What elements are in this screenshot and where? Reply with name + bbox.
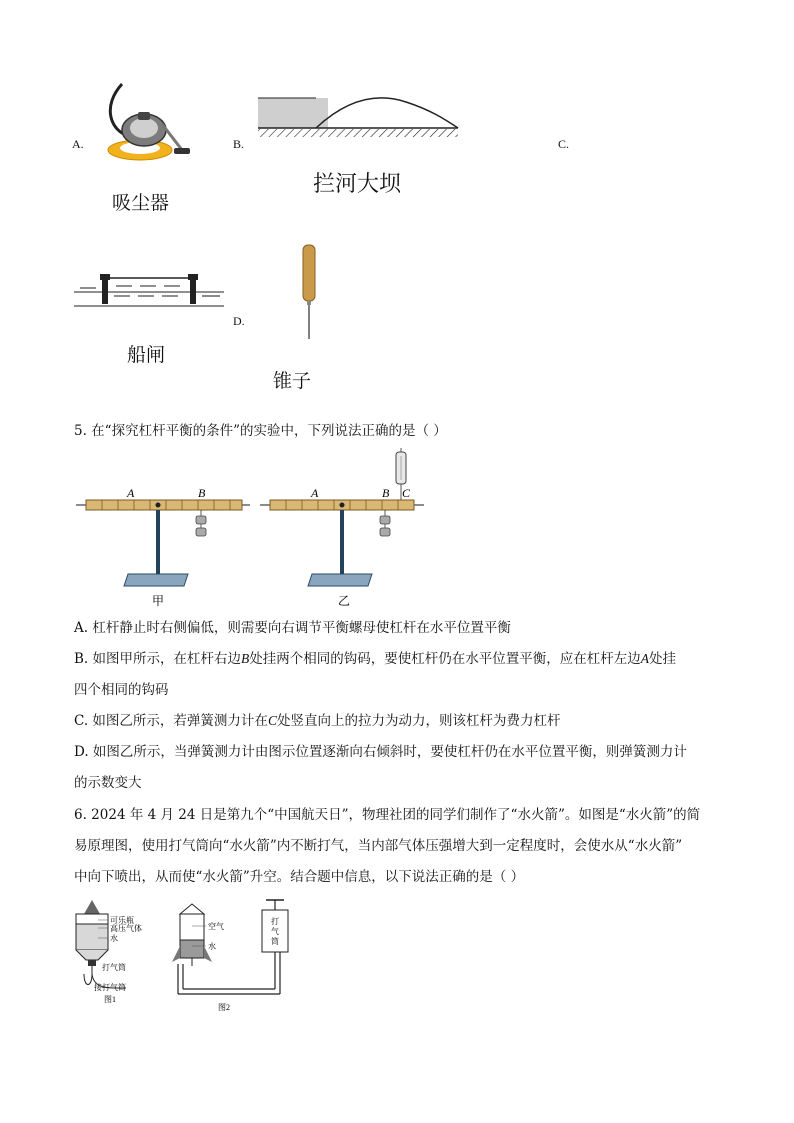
option-b-caption: 拦河大坝 bbox=[313, 172, 402, 197]
option-d-caption: 锥子 bbox=[273, 370, 312, 392]
point-b-label-yi: B bbox=[382, 486, 390, 500]
lever-figure-jia bbox=[76, 500, 250, 586]
fig2-pump-char-2: 气 bbox=[271, 927, 279, 936]
fig2-caption: 图2 bbox=[218, 1003, 230, 1012]
option-c-caption: 船闸 bbox=[127, 344, 166, 366]
q6-stem-line2: 易原理图，使用打气筒向“水火箭”内不断打气，当内部气体压强增大到一定程度时，会使水从“水火箭” bbox=[74, 838, 683, 854]
q6-stem-line3: 中向下喷出，从而使“水火箭”升空。结合题中信息，以下说法正确的是（ ） bbox=[74, 869, 525, 885]
q5-option-b-line1: B. 如图甲所示，在杠杆右边B处挂两个相同的钩码，要使杠杆仍在水平位置平衡，应在杠杆左边A处挂 bbox=[74, 651, 677, 667]
fig1-caption: 图1 bbox=[104, 995, 116, 1004]
fig2-label-water: 水 bbox=[208, 942, 216, 951]
lever-figure-yi bbox=[260, 448, 424, 586]
water-rocket-figure-1 bbox=[70, 896, 150, 1016]
q6-stem-line1: 6. 2024 年 4 月 24 日是第九个“中国航天日”，物理社团的同学们制作了“水火箭”。如图是“水火箭”的简 bbox=[74, 807, 701, 823]
q5-option-d-line2: 的示数变大 bbox=[74, 775, 142, 791]
fig1-label-pump: 打气筒 bbox=[102, 963, 126, 972]
fig2-label-air: 空气 bbox=[208, 922, 224, 931]
q5-option-c: C. 如图乙所示，若弹簧测力计在C处竖直向上的拉力为动力，则该杠杆为费力杠杆 bbox=[74, 713, 561, 729]
point-a-label-jia: A bbox=[127, 486, 135, 500]
option-b-label: B. bbox=[233, 137, 245, 151]
lever-experiment-figure bbox=[72, 448, 432, 614]
q5-option-b-line2: 四个相同的钩码 bbox=[74, 682, 169, 698]
option-c-label: C. bbox=[558, 137, 570, 151]
q5-stem: 5. 在“探究杠杆平衡的条件”的实验中，下列说法正确的是（ ） bbox=[74, 423, 447, 439]
awl-image bbox=[298, 243, 320, 341]
option-a-label: A. bbox=[72, 137, 84, 151]
fig1-label-connect: 接打气筒 bbox=[94, 983, 126, 992]
q5-option-d-line1: D. 如图乙所示，当弹簧测力计由图示位置逐渐向右倾斜时，要使杠杆仍在水平位置平衡，则弹簧测力计 bbox=[74, 744, 687, 760]
vacuum-cleaner-image bbox=[100, 76, 194, 168]
figure-yi-label: 乙 bbox=[338, 594, 351, 608]
option-d-label: D. bbox=[233, 314, 245, 328]
q5-option-a: A. 杠杆静止时右侧偏低，则需要向右调节平衡螺母使杠杆在水平位置平衡 bbox=[74, 620, 511, 636]
fig2-pump-char-1: 打 bbox=[271, 917, 279, 926]
fig2-pump-char-3: 筒 bbox=[271, 937, 279, 946]
point-a-label-yi: A bbox=[311, 486, 319, 500]
fig1-label-water: 水 bbox=[110, 934, 118, 943]
water-rocket-figure-2 bbox=[170, 894, 296, 1014]
point-b-label-jia: B bbox=[198, 486, 206, 500]
dam-cross-section-image bbox=[256, 90, 460, 140]
fig1-label-bottle: 可乐瓶 bbox=[110, 916, 134, 925]
ship-lock-image bbox=[74, 266, 226, 314]
point-c-label-yi: C bbox=[402, 486, 411, 500]
option-a-caption: 吸尘器 bbox=[112, 192, 170, 214]
fig1-label-gas: 高压气体 bbox=[110, 924, 142, 933]
figure-jia-label: 甲 bbox=[152, 594, 165, 608]
